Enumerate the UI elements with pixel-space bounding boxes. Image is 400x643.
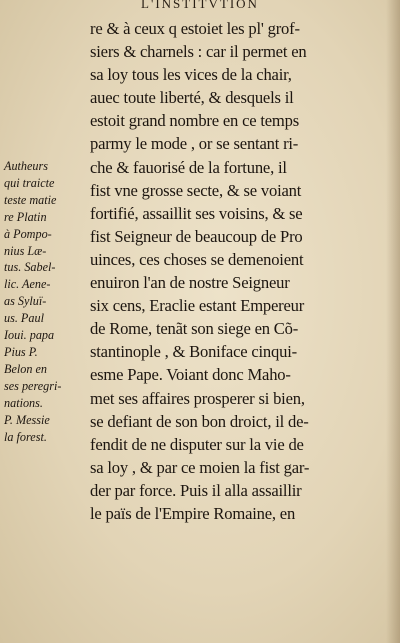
body-text-line: re & à ceux q estoiet les pl' grof- xyxy=(90,19,300,38)
running-head: L'INSTITVTION xyxy=(141,0,259,11)
body-text-line: che & fauorisé de la fortune, il xyxy=(90,157,287,177)
margin-note-line: Pius P. xyxy=(4,344,38,359)
body-text-line: stantinople , & Boniface cinqui- xyxy=(90,342,297,362)
body-text-line: de Rome, tenãt son siege en Cõ- xyxy=(90,319,299,339)
body-text-line: met ses affaires prosperer si bien, xyxy=(90,388,305,408)
body-text-line: sa loy tous les vices de la chair, xyxy=(90,65,292,85)
margin-note-line: P. Messie xyxy=(4,412,50,427)
body-text-line: estoit grand nombre en ce temps xyxy=(90,111,299,131)
margin-note-line: re Platin xyxy=(4,209,47,224)
margin-note-line: tus. Sabel- xyxy=(4,260,56,275)
margin-note-line: nius Læ- xyxy=(4,243,47,258)
margin-note-line: nations. xyxy=(4,395,43,410)
body-text-line: enuiron l'an de nostre Seigneur xyxy=(90,273,290,293)
margin-note-line: qui traicte xyxy=(4,175,55,190)
body-text-line: le païs de l'Empire Romaine, en xyxy=(90,503,296,523)
body-text-line: auec toute liberté, & desquels il xyxy=(90,88,294,108)
margin-note-line: la forest. xyxy=(4,429,47,444)
body-text-line: siers & charnels : car il permet en xyxy=(90,42,307,62)
body-text-line: fortifié, assaillit ses voisins, & se xyxy=(90,203,303,223)
margin-note-line: as Syluï- xyxy=(4,294,47,309)
margin-note-line: us. Paul xyxy=(4,311,44,326)
body-text-line: fendit de ne disputer sur la vie de xyxy=(90,434,304,454)
main-text-block xyxy=(90,17,390,525)
body-text-line: fist vne grosse secte, & se voiant xyxy=(90,180,302,200)
margin-note-line: Autheurs xyxy=(4,159,49,173)
body-text-line: der par force. Puis il alla assaillir xyxy=(90,480,302,500)
margin-note-line: Ioui. papa xyxy=(4,328,55,343)
body-text-line: fist Seigneur de beaucoup de Pro xyxy=(90,226,303,246)
margin-note-line: à Pompo- xyxy=(4,226,52,241)
margin-note-line: teste matie xyxy=(4,192,57,207)
body-text-line: parmy le mode , or se sentant ri- xyxy=(90,134,299,154)
body-text-line: sa loy , & par ce moien la fist gar- xyxy=(90,457,310,477)
margin-note-line: ses peregri- xyxy=(4,378,62,393)
margin-note-line: Belon en xyxy=(4,361,47,376)
body-text-line: six cens, Eraclie estant Empereur xyxy=(90,296,305,316)
body-text-line: uinces, ces choses se demenoient xyxy=(90,249,304,269)
marginal-note xyxy=(4,158,86,445)
body-text-line: esme Pape. Voiant donc Maho- xyxy=(90,365,291,385)
body-text-line: se defiant de son bon droict, il de- xyxy=(90,411,309,431)
margin-note-line: lic. Aene- xyxy=(4,277,51,292)
